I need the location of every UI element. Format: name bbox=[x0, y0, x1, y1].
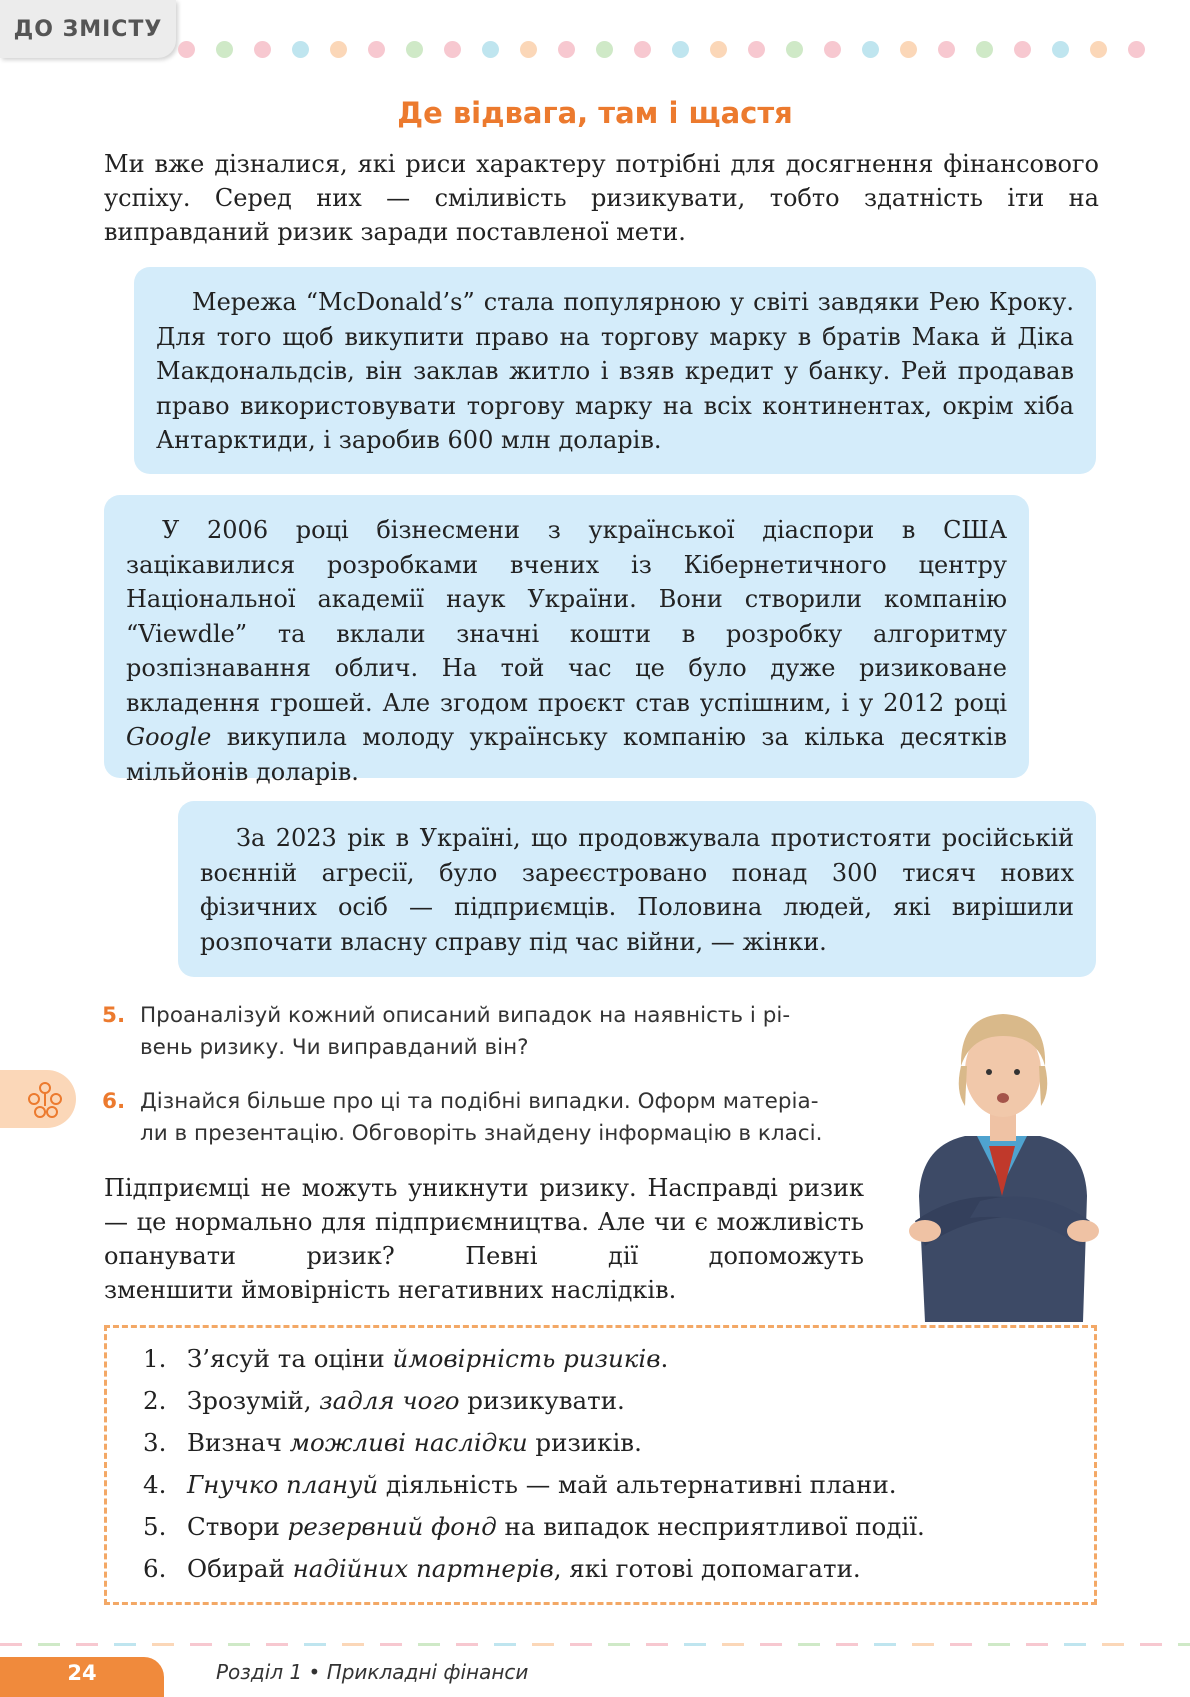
intro-text: Ми вже дізналися, які риси характеру потрібні для досягнення фінансового успіху. Серед них — сміливість ризикувати, тобто здатність іти на bbox=[104, 150, 1099, 212]
footer-dash bbox=[1140, 1643, 1162, 1646]
decorative-dot bbox=[748, 41, 765, 58]
footer-dash bbox=[570, 1643, 592, 1646]
outro-text: Підприємці не можуть уникнути ризику. Насправді ризик — це нормально для підприємництва. Але чи є можливість опанувати ризик? Певні дії допоможуть bbox=[104, 1174, 864, 1270]
info-card-mcdonalds bbox=[134, 267, 1096, 474]
boy-photo bbox=[905, 996, 1100, 1322]
footer-dash bbox=[494, 1643, 516, 1646]
footer-dash bbox=[456, 1643, 478, 1646]
risk-tip-item: 3. Визнач можливі наслідки ризиків. bbox=[143, 1428, 642, 1457]
card-text: Мережа “McDonald’s” стала популярною у світі завдяки Рею Кроку. Для того щоб викупити право на торгову марку в братів Мака й Діка Макдональдсів, він заклав житло і взяв кредит у банку. Рей продавав право використовувати торгову марку на всіх континентах, окрім хіба Антарктиди, і заробив 600 млн доларів. bbox=[156, 288, 1074, 454]
footer-dash bbox=[608, 1643, 630, 1646]
footer-dash bbox=[1178, 1643, 1190, 1646]
info-card-viewdle bbox=[104, 495, 1029, 786]
footer-dash bbox=[950, 1643, 972, 1646]
footer-dash bbox=[380, 1643, 402, 1646]
card-text: За 2023 рік в Україні, що продовжувала протистояти російській воєнній агресії, було зареєстровано понад 300 тисяч нових фізичних осіб — підприємців. Половина людей, які вирішили розпочати власну справу під час війни, — жінки. bbox=[200, 824, 1074, 956]
page-number: 24 bbox=[0, 1657, 164, 1697]
intro-text-last: виправданий ризик заради поставленої мети. bbox=[104, 218, 686, 246]
decorative-dot bbox=[1014, 41, 1031, 58]
footer-dash bbox=[722, 1643, 744, 1646]
footer-dash bbox=[760, 1643, 782, 1646]
risk-tip-item: 4. Гнучко плануй діяльність — май альтернативні плани. bbox=[143, 1470, 897, 1499]
card-text: У 2006 році бізнесмени з української діаспори в США зацікавилися розробками вчених із Кібернетичного центру Національної академії наук України. Вони створили компанію “Viewdle” та вклали значні кошти в розробку алгоритму розпізнавання облич. На той час це було дуже ризиковане вкладення грошей. Але згодом проєкт став успішним, і у 2012 році Google викупила молоду українську компанію за кілька десятків мільйонів доларів. bbox=[126, 516, 1007, 786]
google-name: Google bbox=[126, 723, 212, 751]
decorative-dot bbox=[558, 41, 575, 58]
risk-tip-item: 5. Створи резервний фонд на випадок несприятливої події. bbox=[143, 1512, 925, 1541]
risk-tip-item: 1. З’ясуй та оціни ймовірність ризиків. bbox=[143, 1344, 669, 1373]
decorative-dot bbox=[444, 41, 461, 58]
intro-paragraph bbox=[104, 147, 1099, 249]
risk-tip-item: 2. Зрозумій, задля чого ризикувати. bbox=[143, 1386, 625, 1415]
footer-dash bbox=[418, 1643, 440, 1646]
section-name: Розділ 1 • Прикладні фінанси bbox=[216, 1660, 529, 1684]
task-number: 5. bbox=[102, 1003, 126, 1028]
outro-paragraph bbox=[104, 1171, 864, 1307]
decorative-dot bbox=[520, 41, 537, 58]
footer-dash bbox=[646, 1643, 668, 1646]
decorative-dot bbox=[824, 41, 841, 58]
footer-dash bbox=[684, 1643, 706, 1646]
footer-dash bbox=[114, 1643, 136, 1646]
decorative-dot bbox=[672, 41, 689, 58]
group-work-tab bbox=[0, 1070, 76, 1128]
risk-tip-item: 6. Обирай надійних партнерів, які готові допомагати. bbox=[143, 1554, 861, 1583]
footer-dash bbox=[0, 1643, 22, 1646]
decorative-dot bbox=[330, 41, 347, 58]
footer-dash bbox=[266, 1643, 288, 1646]
footer-dash bbox=[228, 1643, 250, 1646]
decorative-dot bbox=[292, 41, 309, 58]
risk-tips-list bbox=[107, 1328, 1094, 1590]
footer-dash bbox=[988, 1643, 1010, 1646]
footer-dash bbox=[152, 1643, 174, 1646]
footer-dash bbox=[304, 1643, 326, 1646]
footer-dash bbox=[38, 1643, 60, 1646]
task-number: 6. bbox=[102, 1089, 126, 1114]
decorative-dot bbox=[368, 41, 385, 58]
footer-dash bbox=[76, 1643, 98, 1646]
decorative-dot bbox=[634, 41, 651, 58]
decorative-dot bbox=[976, 41, 993, 58]
footer-dash bbox=[190, 1643, 212, 1646]
back-to-contents-button[interactable]: ДО ЗМІСТУ bbox=[0, 0, 176, 58]
decorative-dot bbox=[216, 41, 233, 58]
footer-dash bbox=[342, 1643, 364, 1646]
decorative-dot bbox=[1052, 41, 1069, 58]
decorative-dot bbox=[406, 41, 423, 58]
decorative-dot bbox=[786, 41, 803, 58]
decorative-dot bbox=[178, 41, 195, 58]
group-work-icon bbox=[0, 1070, 76, 1128]
outro-text-last: зменшити ймовірність негативних наслідків. bbox=[104, 1276, 677, 1304]
footer-dash bbox=[1064, 1643, 1086, 1646]
footer-dash bbox=[874, 1643, 896, 1646]
decorative-dot bbox=[900, 41, 917, 58]
decorative-dot bbox=[482, 41, 499, 58]
decorative-dots bbox=[178, 41, 1188, 59]
task-5: 5. Проаналізуй кожний описаний випадок на наявність і рі- вень ризику. Чи виправданий він? bbox=[102, 1000, 862, 1064]
task-6: 6. Дізнайся більше про ці та подібні випадки. Оформ матеріа- ли в презентацію. Обговоріть знайдену інформацію в класі. bbox=[102, 1086, 862, 1150]
footer-dash bbox=[1102, 1643, 1124, 1646]
decorative-dot bbox=[938, 41, 955, 58]
decorative-dot bbox=[1128, 41, 1145, 58]
footer-dashes bbox=[0, 1643, 1190, 1647]
decorative-dot bbox=[862, 41, 879, 58]
footer-dash bbox=[1026, 1643, 1048, 1646]
footer-dash bbox=[836, 1643, 858, 1646]
footer-dash bbox=[798, 1643, 820, 1646]
risk-tips-box bbox=[104, 1325, 1097, 1605]
section-title: Де відвага, там і щастя bbox=[397, 96, 793, 130]
footer-dash bbox=[532, 1643, 554, 1646]
decorative-dot bbox=[596, 41, 613, 58]
decorative-dot bbox=[710, 41, 727, 58]
decorative-dot bbox=[254, 41, 271, 58]
footer-dash bbox=[912, 1643, 934, 1646]
decorative-dot bbox=[1090, 41, 1107, 58]
info-card-entrepreneurs-2023 bbox=[178, 801, 1096, 977]
